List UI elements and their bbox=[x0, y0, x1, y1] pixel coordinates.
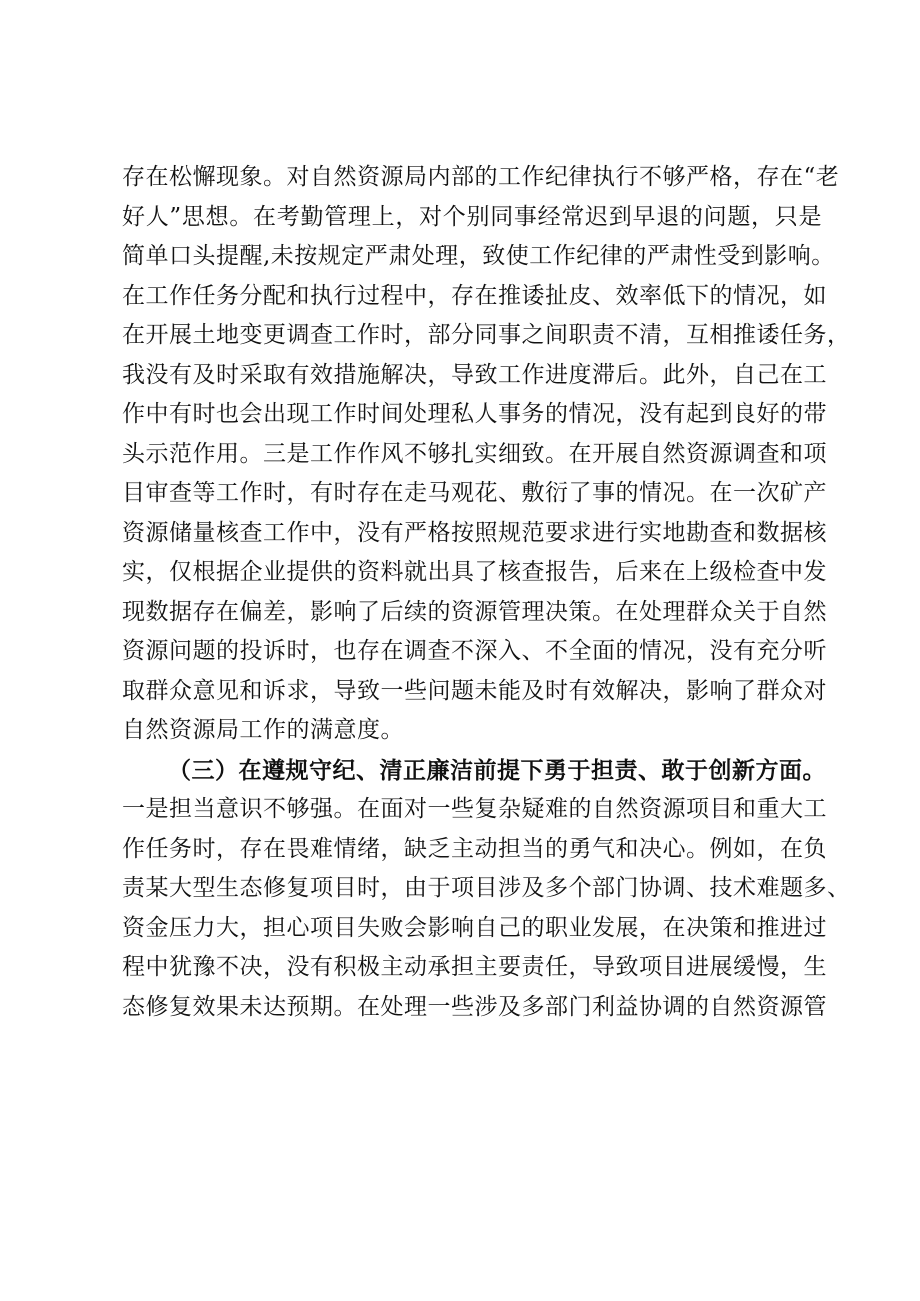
text-line-9: 目审查等工作时，有时存在走马观花、敷衍了事的情况。在一次矿产 bbox=[122, 480, 827, 506]
text-line-6: 我没有及时采取有效措施解决，导致工作进度滞后。此外，自己在工 bbox=[122, 361, 827, 388]
body-text bbox=[122, 158, 851, 1027]
text-line-11: 实，仅根据企业提供的资料就出具了核查报告，后来在上级检查中发 bbox=[122, 559, 827, 585]
text-line-7: 作中有时也会出现工作时间处理私人事务的情况，没有起到良好的带 bbox=[122, 401, 827, 427]
text-line-19: 责某大型生态修复项目时，由于项目涉及多个部门协调、技术难题多、 bbox=[122, 875, 851, 901]
section-heading: （三）在遵规守纪、清正廉洁前提下勇于担责、敢于创新方面。 bbox=[168, 756, 826, 784]
text-line-21: 程中犹豫不决，没有积极主动承担主要责任，导致项目进展缓慢，生 bbox=[122, 954, 827, 980]
text-line-5: 在开展土地变更调查工作时，部分同事之间职责不清，互相推诿任务， bbox=[122, 322, 851, 348]
text-line-10: 资源储量核查工作中，没有严格按照规范要求进行实地勘查和数据核 bbox=[122, 519, 827, 546]
text-line-12: 现数据存在偏差，影响了后续的资源管理决策。在处理群众关于自然 bbox=[122, 598, 827, 625]
text-line-17: 一是担当意识不够强。在面对一些复杂疑难的自然资源项目和重大工 bbox=[122, 796, 827, 822]
text-line-1: 存在松懈现象。对自然资源局内部的工作纪律执行不够严格，存在“老 bbox=[122, 164, 840, 190]
text-line-8: 头示范作用。三是工作作风不够扎实细致。在开展自然资源调查和项 bbox=[122, 440, 827, 467]
text-line-14: 取群众意见和诉求，导致一些问题未能及时有效解决，影响了群众对 bbox=[122, 677, 827, 704]
text-line-20: 资金压力大，担心项目失败会影响自己的职业发展，在决策和推进过 bbox=[122, 914, 827, 941]
text-line-3: 简单口头提醒,未按规定严肃处理，致使工作纪律的严肃性受到影响。 bbox=[122, 243, 835, 269]
text-line-2: 好人”思想。在考勤管理上，对个别同事经常迟到早退的问题，只是 bbox=[122, 203, 822, 230]
text-line-13: 资源问题的投诉时，也存在调查不深入、不全面的情况，没有充分听 bbox=[122, 638, 827, 664]
text-line-15: 自然资源局工作的满意度。 bbox=[122, 717, 404, 743]
text-line-4: 在工作任务分配和执行过程中，存在推诿扯皮、效率低下的情况，如 bbox=[122, 282, 827, 309]
text-line-22: 态修复效果未达预期。在处理一些涉及多部门利益协调的自然资源管 bbox=[122, 993, 827, 1020]
text-line-18: 作任务时，存在畏难情绪，缺乏主动担当的勇气和决心。例如，在负 bbox=[122, 835, 827, 862]
